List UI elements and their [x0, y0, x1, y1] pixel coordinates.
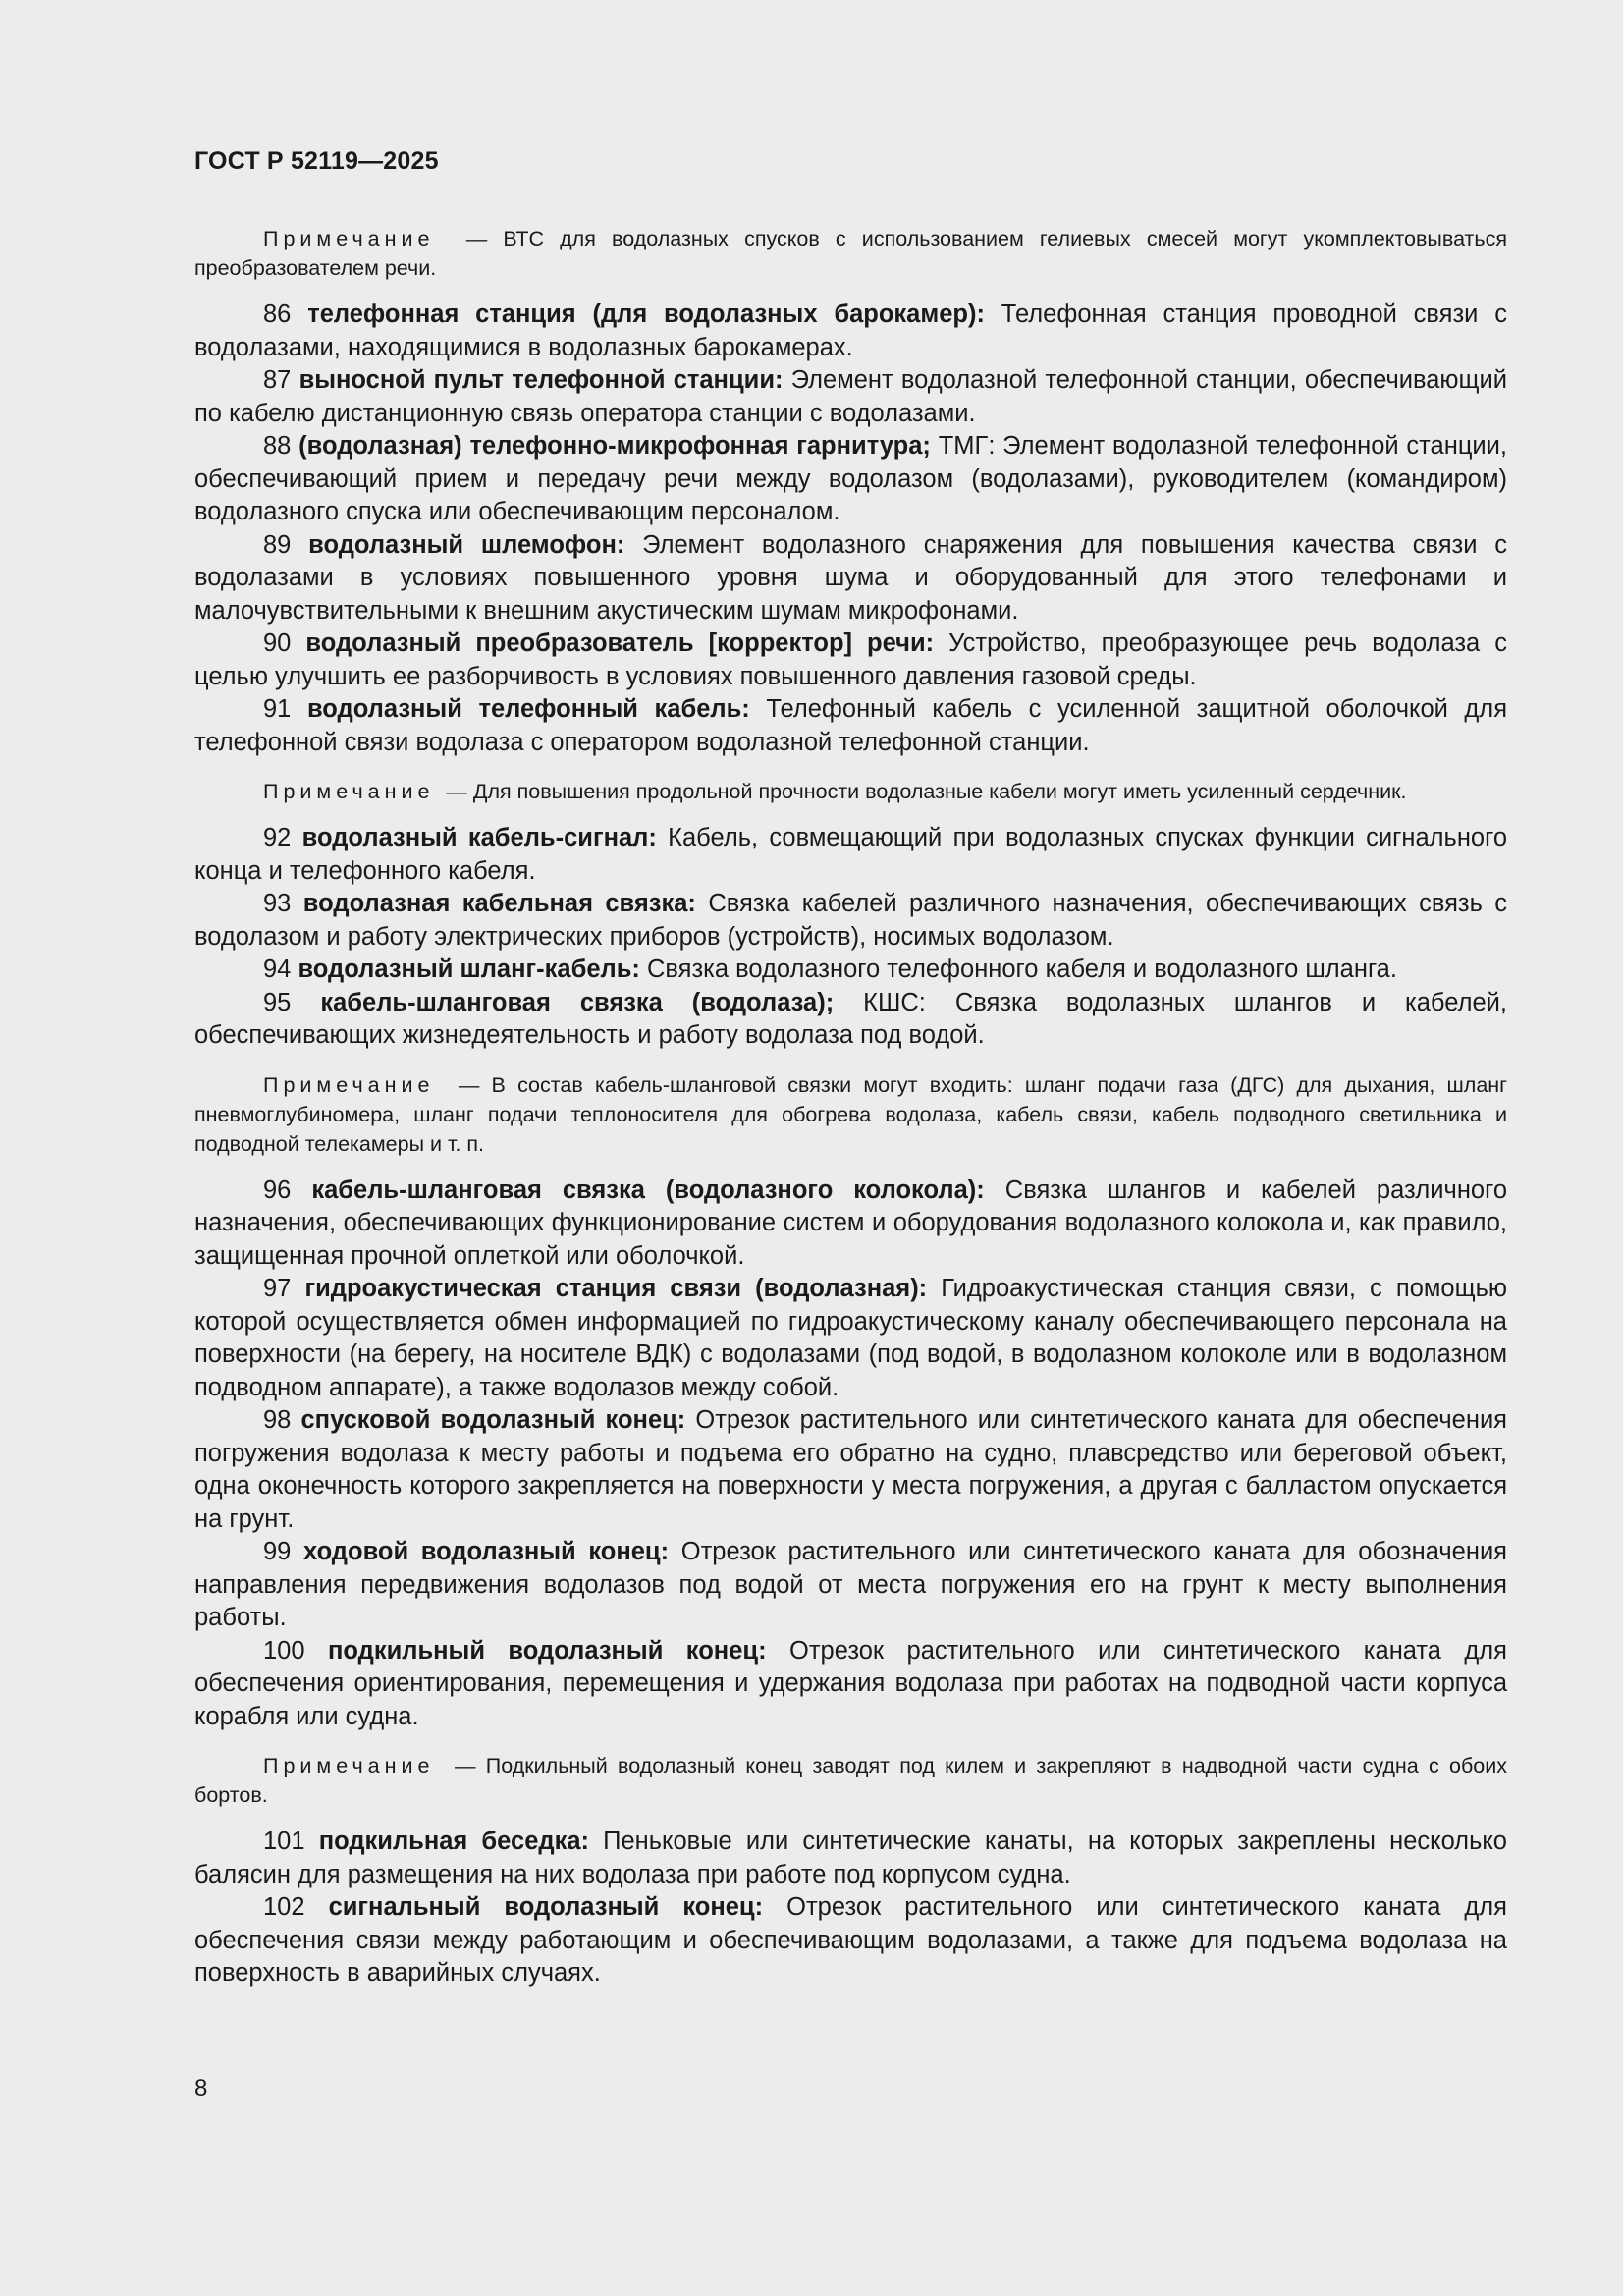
- note-label: Примечание: [263, 1072, 435, 1097]
- term-entry: [194, 1536, 1507, 1635]
- term-entry: [194, 299, 1507, 364]
- term-number: 86: [263, 301, 292, 328]
- term-definition: Связка водолазного телефонного кабеля и водолазного шланга.: [646, 956, 1397, 983]
- note: [194, 1070, 1507, 1159]
- term-entry: [194, 954, 1507, 987]
- document-header: ГОСТ Р 52119—2025: [194, 147, 439, 175]
- term-entry: [194, 822, 1507, 888]
- term-name: подкильный водолазный конец:: [328, 1636, 767, 1665]
- term-name: кабель-шланговая связка (водолаза);: [320, 988, 835, 1016]
- term-entry: [194, 1175, 1507, 1274]
- term-definition: Отрезок растительного или синтетического каната для обеспечения ориентирования, перемещения и удержания водолаза при работах на подводной части корпуса корабля или судна.: [194, 1636, 1507, 1730]
- term-number: 99: [263, 1538, 292, 1565]
- note-label: Примечание: [263, 780, 435, 803]
- term-entry: [194, 430, 1507, 529]
- term-number: 95: [263, 988, 292, 1016]
- term-definition: Телефонный кабель с усиленной защитной оболочкой для телефонной связи водолаза с оператором водолазной телефонной станции.: [194, 695, 1507, 756]
- note-text: — Для повышения продольной прочности водолазные кабели могут иметь усиленный сердечник.: [446, 780, 1407, 803]
- page-number: 8: [194, 2075, 208, 2102]
- term-definition: Устройство, преобразующее речь водолаза с целью улучшить ее разборчивость в условиях повышенного давления газовой среды.: [194, 629, 1507, 690]
- term-entry: [194, 1635, 1507, 1734]
- term-number: 96: [263, 1175, 292, 1204]
- note-text: — В состав кабель-шланговой связки могут входить: шланг подачи газа (ДГС) для дыхания, шланг пневмоглубиномера, шланг подачи теплоносителя для обогрева водолаза, кабель связи, кабель подводного светильника и подводной телекамеры и т. п.: [194, 1072, 1507, 1156]
- term-name: водолазный шланг-кабель:: [298, 956, 640, 983]
- term-definition: Пеньковые или синтетические канаты, на которых закреплены несколько балясин для размещения на них водолаза при работе под корпусом судна.: [194, 1828, 1507, 1888]
- term-number: 94: [263, 956, 292, 983]
- term-definition: Отрезок растительного или синтетического каната для обозначения направления передвижения водолазов под водой от места погружения его на грунт к месту выполнения работы.: [194, 1538, 1507, 1631]
- term-definition: Кабель, совмещающий при водолазных спусках функции сигнального конца и телефонного кабеля.: [194, 824, 1508, 885]
- term-number: 93: [263, 890, 292, 917]
- term-entry: [194, 1826, 1507, 1891]
- term-name: гидроакустическая станция связи (водолазная):: [304, 1275, 928, 1302]
- term-number: 91: [263, 695, 292, 723]
- note: [194, 224, 1507, 283]
- term-number: 87: [263, 366, 292, 394]
- term-name: телефонная станция (для водолазных барокамер):: [307, 301, 985, 328]
- term-number: 101: [263, 1828, 305, 1855]
- term-name: спусковой водолазный конец:: [300, 1406, 686, 1434]
- term-entry: [194, 1404, 1507, 1536]
- note-label: Примечание: [263, 1754, 435, 1777]
- term-name: водолазный телефонный кабель:: [306, 695, 750, 723]
- term-definition: Связка кабелей различного назначения, обеспечивающих связь с водолазом и работу электрических приборов (устройств), носимых водолазом.: [194, 890, 1508, 951]
- term-definition: Телефонная станция проводной связи с водолазами, находящимися в водолазных барокамерах.: [194, 301, 1507, 361]
- term-definition: ТМГ: Элемент водолазной телефонной станции, обеспечивающий прием и передачу речи между водолазом (водолазами), руководителем (командиром) водолазного спуска или обеспечивающим персоналом.: [194, 432, 1507, 525]
- term-name: сигнальный водолазный конец:: [328, 1893, 764, 1921]
- term-number: 88: [263, 432, 292, 460]
- term-number: 92: [263, 824, 292, 851]
- note: [194, 777, 1507, 806]
- term-entry: [194, 364, 1507, 430]
- term-number: 102: [263, 1893, 305, 1921]
- term-definition: Элемент водолазного снаряжения для повышения качества связи с водолазами в условиях повышенного уровня шума и оборудованный для этого телефонами и малочувствительными к внешним акустическим шумам микрофонами.: [194, 530, 1507, 625]
- term-name: ходовой водолазный конец:: [303, 1538, 670, 1565]
- document-body: [194, 224, 1507, 1991]
- term-number: 97: [263, 1275, 292, 1302]
- term-name: (водолазная) телефонно-микрофонная гарнитура;: [298, 432, 931, 460]
- term-definition: КШС: Связка водолазных шлангов и кабелей, обеспечивающих жизнедеятельность и работу водолаза под водой.: [194, 988, 1507, 1049]
- term-entry: [194, 628, 1507, 693]
- note-text: — ВТС для водолазных спусков с использованием гелиевых смесей могут укомплектовываться преобразователем речи.: [194, 227, 1507, 280]
- note-label: Примечание: [263, 227, 435, 250]
- term-entry: [194, 1891, 1507, 1991]
- term-name: водолазный кабель-сигнал:: [301, 824, 657, 851]
- term-name: водолазный шлемофон:: [308, 530, 625, 559]
- term-name: подкильная беседка:: [318, 1828, 590, 1855]
- term-name: водолазная кабельная связка:: [302, 890, 696, 917]
- term-entry: [194, 987, 1507, 1053]
- term-definition: Связка шлангов и кабелей различного назначения, обеспечивающих функционирование систем и оборудования водолазного колокола и, как правило, защищенная прочной оплеткой или оболочкой.: [194, 1175, 1507, 1270]
- term-entry: [194, 529, 1507, 629]
- term-number: 89: [263, 530, 292, 559]
- term-number: 100: [263, 1636, 305, 1665]
- note-text: — Подкильный водолазный конец заводят под килем и закрепляют в надводной части судна с обоих бортов.: [194, 1754, 1508, 1807]
- note: [194, 1751, 1507, 1810]
- term-entry: [194, 693, 1507, 759]
- term-name: водолазный преобразователь [корректор] речи:: [305, 629, 935, 657]
- term-definition: Гидроакустическая станция связи, с помощью которой осуществляется обмен информацией по гидроакустическому каналу обеспечивающего персонала на поверхности (на берегу, на носителе ВДК) с водолазами (под водой, в водолазном колоколе или в водолазном подводном аппарате), а также водолазов между собой.: [194, 1275, 1507, 1401]
- term-name: выносной пульт телефонной станции:: [298, 366, 784, 394]
- term-entry: [194, 1273, 1507, 1404]
- term-number: 98: [263, 1406, 292, 1434]
- term-number: 90: [263, 629, 292, 657]
- term-definition: Элемент водолазной телефонной станции, обеспечивающий по кабелю дистанционную связь оператора станции с водолазами.: [194, 366, 1508, 427]
- term-definition: Отрезок растительного или синтетического каната для обеспечения связи между работающим и обеспечивающим водолазами, а также для подъема водолаза на поверхность в аварийных случаях.: [194, 1893, 1507, 1987]
- term-definition: Отрезок растительного или синтетического каната для обеспечения погружения водолаза к месту работы и подъема его обратно на судно, плавсредство или береговой объект, одна оконечность которого закрепляется на поверхности у места погружения, а другая с балластом опускается на грунт.: [194, 1406, 1507, 1533]
- term-name: кабель-шланговая связка (водолазного колокола):: [311, 1175, 985, 1204]
- term-entry: [194, 888, 1507, 954]
